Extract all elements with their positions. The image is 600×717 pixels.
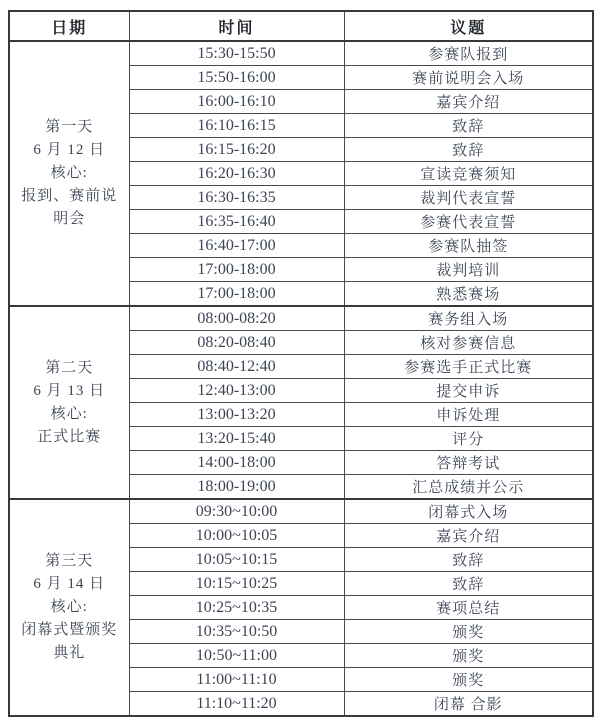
topic-cell: 参赛选手正式比赛	[344, 355, 593, 379]
time-cell: 16:00-16:10	[129, 90, 344, 114]
topic-cell: 颁奖	[344, 644, 593, 668]
table-row	[9, 41, 593, 66]
topic-cell: 嘉宾介绍	[344, 90, 593, 114]
topic-cell: 赛务组入场	[344, 306, 593, 331]
time-cell: 10:35~10:50	[129, 620, 344, 644]
table-row	[9, 306, 593, 331]
schedule-table-body	[9, 41, 593, 716]
header-row	[9, 11, 593, 41]
date-line: 核心:	[50, 599, 88, 615]
date-line: 报到、赛前说	[21, 188, 118, 204]
date-line: 6 月 13 日	[33, 382, 106, 399]
time-cell: 08:20-08:40	[129, 331, 344, 355]
time-cell: 12:40-13:00	[129, 379, 344, 403]
topic-cell: 颁奖	[344, 620, 593, 644]
topic-cell: 评分	[344, 427, 593, 451]
topic-cell: 宣读竞赛须知	[344, 162, 593, 186]
time-cell: 16:15-16:20	[129, 138, 344, 162]
time-cell: 17:00-18:00	[129, 282, 344, 307]
time-cell: 08:40-12:40	[129, 355, 344, 379]
column-header-date: 日期	[9, 11, 129, 41]
time-cell: 10:15~10:25	[129, 572, 344, 596]
topic-cell: 参赛队抽签	[344, 234, 593, 258]
topic-cell: 颁奖	[344, 668, 593, 692]
time-cell: 10:50~11:00	[129, 644, 344, 668]
topic-cell: 致辞	[344, 548, 593, 572]
time-cell: 15:30-15:50	[129, 41, 344, 66]
topic-cell: 裁判代表宣誓	[344, 186, 593, 210]
date-line: 典礼	[53, 645, 86, 661]
topic-cell: 申诉处理	[344, 403, 593, 427]
topic-cell: 核对参赛信息	[344, 331, 593, 355]
date-line: 核心:	[50, 165, 88, 181]
time-cell: 10:25~10:35	[129, 596, 344, 620]
topic-cell: 参赛代表宣誓	[344, 210, 593, 234]
time-cell: 14:00-18:00	[129, 451, 344, 475]
time-cell: 16:30-16:35	[129, 186, 344, 210]
date-line: 第三天	[45, 553, 94, 569]
time-cell: 18:00-19:00	[129, 475, 344, 500]
date-line: 核心:	[50, 405, 88, 422]
time-cell: 11:10~11:20	[129, 692, 344, 717]
schedule-table	[8, 10, 594, 717]
column-header-topic: 议题	[344, 11, 593, 41]
date-line: 闭幕式暨颁奖	[21, 622, 118, 638]
topic-cell: 熟悉赛场	[344, 282, 593, 307]
time-cell: 17:00-18:00	[129, 258, 344, 282]
topic-cell: 赛项总结	[344, 596, 593, 620]
date-cell	[9, 41, 129, 306]
topic-cell: 致辞	[344, 572, 593, 596]
topic-cell: 裁判培训	[344, 258, 593, 282]
date-line: 6 月 14 日	[33, 576, 106, 592]
time-cell: 16:40-17:00	[129, 234, 344, 258]
topic-cell: 汇总成绩并公示	[344, 475, 593, 500]
table-row	[9, 499, 593, 524]
topic-cell: 闭幕式入场	[344, 499, 593, 524]
topic-cell: 嘉宾介绍	[344, 524, 593, 548]
date-cell	[9, 306, 129, 499]
date-line: 明会	[53, 211, 86, 227]
time-cell: 16:10-16:15	[129, 114, 344, 138]
time-cell: 13:20-15:40	[129, 427, 344, 451]
topic-cell: 致辞	[344, 138, 593, 162]
date-line: 正式比赛	[37, 428, 102, 445]
topic-cell: 致辞	[344, 114, 593, 138]
date-cell	[9, 499, 129, 716]
date-line: 6 月 12 日	[33, 142, 106, 158]
topic-cell: 提交申诉	[344, 379, 593, 403]
topic-cell: 闭幕 合影	[344, 692, 593, 717]
time-cell: 13:00-13:20	[129, 403, 344, 427]
time-cell: 15:50-16:00	[129, 66, 344, 90]
date-line: 第一天	[45, 119, 94, 135]
topic-cell: 答辩考试	[344, 451, 593, 475]
topic-cell: 赛前说明会入场	[344, 66, 593, 90]
column-header-time: 时间	[129, 11, 344, 41]
date-line: 第二天	[45, 359, 94, 376]
time-cell: 11:00~11:10	[129, 668, 344, 692]
time-cell: 10:05~10:15	[129, 548, 344, 572]
topic-cell: 参赛队报到	[344, 41, 593, 66]
time-cell: 10:00~10:05	[129, 524, 344, 548]
time-cell: 08:00-08:20	[129, 306, 344, 331]
time-cell: 16:35-16:40	[129, 210, 344, 234]
time-cell: 09:30~10:00	[129, 499, 344, 524]
time-cell: 16:20-16:30	[129, 162, 344, 186]
